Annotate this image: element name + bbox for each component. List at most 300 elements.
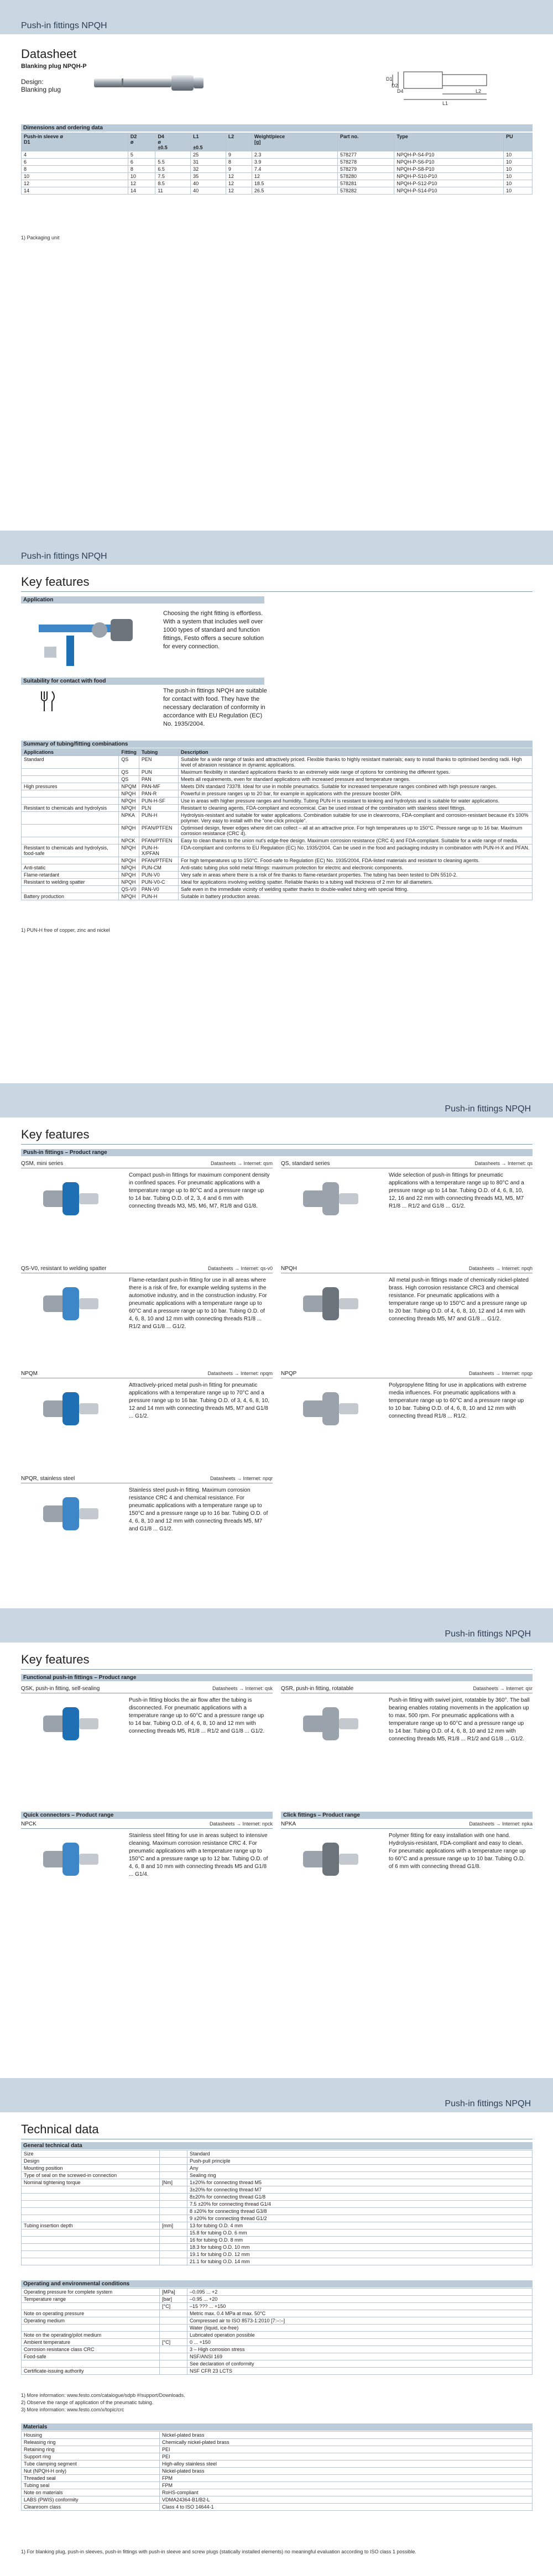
dim-col-header: L2	[226, 133, 252, 151]
table-cell: Optimised design, fewer edges where dirt can collect – all at an attractive price. For high temperatures up to 150°C. Pressure range up to 16 bar. Maximum corrosion resistance (CRC 4).	[179, 825, 533, 837]
table-row	[22, 2360, 533, 2368]
table-cell: PUN-CM	[139, 864, 178, 872]
table-row	[22, 756, 533, 769]
table-cell: Sealing ring	[187, 2172, 533, 2179]
table-row	[22, 2325, 533, 2332]
table-cell	[160, 2165, 187, 2172]
dim-label-d2: D2	[392, 83, 398, 88]
table-cell: PUN-H-SF	[139, 798, 178, 805]
table-cell: NPKA	[119, 812, 139, 825]
table-cell: NPQH	[119, 872, 139, 879]
table-row	[22, 2439, 533, 2446]
table-row	[22, 159, 533, 166]
table-cell: 8±20% for connecting thread G1/8	[187, 2194, 533, 2201]
dim-col-header: D4 ø ±0.5	[155, 133, 191, 151]
food-text: The push-in fittings NPQH are suitable for contact with food. They have the necessary declaration of conformity in accordance with EU Regulation (EC) No. 1935/2004.	[163, 688, 267, 727]
table-cell	[22, 2303, 160, 2310]
table-cell	[22, 886, 119, 893]
table-row	[22, 2158, 533, 2165]
table-cell	[160, 2317, 187, 2325]
table-cell: 11	[155, 187, 191, 195]
table-cell	[160, 2353, 187, 2360]
table-cell: NPQH	[119, 805, 139, 812]
table-row	[22, 2317, 533, 2325]
table-cell: 12	[226, 180, 252, 187]
product-datasheet-link[interactable]: Datasheets → Internet: qsm	[210, 1161, 273, 1166]
table-row	[22, 151, 533, 159]
quick-connectors-caption: Quick connectors – Product range	[21, 1812, 273, 1819]
header-title: Push-in fittings NPQH	[445, 1104, 531, 1114]
functional-range-caption: Functional push-in fittings – Product range	[21, 1674, 533, 1681]
table-cell	[22, 2237, 160, 2244]
dim-label-l2: L2	[476, 88, 482, 94]
table-cell: Cleanroom class	[22, 2504, 160, 2511]
operating-footnote: 1) More information: www.festo.com/catalogue/sdpb #/support/Downloads.	[21, 2393, 185, 2398]
table-cell: [Nm]	[160, 2179, 187, 2186]
table-cell: 10	[128, 173, 155, 180]
table-row	[22, 857, 533, 864]
table-cell: 578280	[337, 173, 394, 180]
table-cell: 10	[504, 187, 533, 195]
product-description: Polypropylene fitting for use in applications with extreme media influences. For pneumatic applications with a temperature range up to 60°C and a pressure range up to 10 bar. Tubing O.D. of 4, 6, 8, 10 and 12 mm with connecting thread R1/8 ... R1/2.	[389, 1382, 527, 1419]
table-cell: Operating pressure for complete system	[22, 2289, 160, 2296]
table-row	[22, 893, 533, 900]
table-row	[22, 805, 533, 812]
table-row	[22, 872, 533, 879]
table-row	[22, 825, 533, 837]
dim-col-header: Push-in sleeve ø D1	[22, 133, 128, 151]
table-cell: –0.95 ... +20	[187, 2296, 533, 2303]
table-cell: 8	[22, 166, 128, 173]
table-row	[22, 2186, 533, 2194]
table-cell	[22, 769, 119, 776]
table-cell: 8.5	[155, 180, 191, 187]
table-cell: PUN-V0	[139, 872, 178, 879]
table-cell: Compressed air to ISO 8573-1:2010 [7:–:–]	[187, 2317, 533, 2325]
table-cell: NPQH-P-S14-P10	[394, 187, 504, 195]
table-cell: FPM	[160, 2482, 533, 2489]
table-cell: Anti-static tubing plus solid metal fittings: maximum protection for electric and electronic components.	[179, 864, 533, 872]
page-title: Datasheet	[21, 47, 77, 61]
table-cell: PEN	[139, 756, 178, 769]
dim-label-d1: D1	[386, 76, 393, 82]
table-cell: 8 ±20% for connecting thread G3/8	[187, 2208, 533, 2215]
table-row	[22, 2237, 533, 2244]
product-datasheet-link[interactable]: Datasheets → Internet: npqm	[207, 1371, 273, 1376]
table-cell: PUN	[139, 769, 178, 776]
table-cell: Food-safe	[22, 2353, 160, 2360]
table-cell: 6	[22, 159, 128, 166]
table-cell: For high temperatures up to 150°C. Food-safe to Regulation (EC) No. 1935/2004, FDA-listed materials and resistant to cleaning agents.	[179, 857, 533, 864]
table-cell: Ambient temperature	[22, 2339, 160, 2346]
table-row	[22, 2251, 533, 2258]
table-cell: 21.1 for tubing O.D. 14 mm	[187, 2258, 533, 2265]
table-cell: 5.5	[155, 159, 191, 166]
table-cell	[22, 2251, 160, 2258]
table-cell: Class 4 to ISO 14644-1	[160, 2504, 533, 2511]
summary-col-header: Fitting	[119, 749, 139, 756]
table-row	[22, 2229, 533, 2237]
operating-footnote: 2) Observe the range of application of the pneumatic tubing.	[21, 2400, 154, 2405]
product-name: NPQH	[281, 1266, 297, 1272]
table-cell: Standard	[187, 2150, 533, 2158]
table-cell	[22, 2244, 160, 2251]
table-cell: NPQH	[119, 790, 139, 798]
table-cell: Resistant to welding spatter	[22, 879, 119, 886]
table-row	[22, 2215, 533, 2222]
table-cell	[22, 2201, 160, 2208]
table-row	[22, 2150, 533, 2158]
table-cell: 3±20% for connecting thread M7	[187, 2186, 533, 2194]
table-cell: PEI	[160, 2446, 533, 2453]
table-cell	[160, 2186, 187, 2194]
table-cell: NPQH	[119, 879, 139, 886]
table-cell	[160, 2208, 187, 2215]
materials-table	[21, 2431, 533, 2511]
table-cell	[160, 2201, 187, 2208]
table-cell: Meets all requirements, even for standard applications with increased pressure and temperature ranges.	[179, 776, 533, 783]
table-cell: Retaining ring	[22, 2446, 160, 2453]
table-cell: 578277	[337, 151, 394, 159]
table-cell: 2.3	[252, 151, 337, 159]
table-cell	[22, 2215, 160, 2222]
connector-product-description: Stainless steel fitting for use in areas subject to intensive cleaning. Maximum corrosion resistance CRC 4. For pneumatic applications with a temperature range up to 150°C and a pressure range up to 12 bar. Tubing O.D. of 4, 6, 8 and 10 mm with connecting threads M5 and G1/8 ... G1/4.	[129, 1833, 268, 1877]
table-cell: Type of seal on the screwed-in connection	[22, 2172, 160, 2179]
functional-product-datasheet-link[interactable]: Datasheets → Internet: qsk	[212, 1686, 273, 1691]
table-cell: PUN-H	[139, 893, 178, 900]
table-cell: FDA-compliant and conforms to EU Regulation (EC) No. 1935/2004. Can be used in the food and packaging industry in combination with PUN-H-X and PFAN.	[179, 844, 533, 857]
dim-col-header: Weight/piece [g]	[252, 133, 337, 151]
table-cell: NPQM	[119, 783, 139, 790]
product-description: Compact push-in fittings for maximum component density in confined spaces. For pneumatic applications with a temperature range up to 80°C and a pressure range up to 14 bar. Tubing O.D. of 2, 3, 4 and 6 mm with connecting threads M3, M5, M6, M7, R1/8 and G1/8.	[129, 1172, 270, 1209]
dim-col-header: Part no.	[337, 133, 394, 151]
table-cell: 5	[128, 151, 155, 159]
table-cell: 4	[22, 151, 128, 159]
header-title: Push-in fittings NPQH	[21, 552, 107, 561]
table-cell	[160, 2158, 187, 2165]
page-technical-data	[0, 2078, 553, 2576]
operating-footnote: 3) More information: www.festo.com/x/topic/crc	[21, 2407, 124, 2412]
dim-col-header: L1 ±0.5	[191, 133, 226, 151]
table-row	[22, 2289, 533, 2296]
connector-product-description: Polymer fitting for easy installation with one hand. Hydrolysis-resistant, FDA-compliant and easy to clean. For pneumatic applications with a temperature range up to 60°C and a pressure range up to 10 bar. Tubing O.D. of 6 mm with connecting thread G1/8.	[389, 1833, 526, 1870]
page-header	[0, 0, 553, 34]
header-title: Push-in fittings NPQH	[21, 21, 107, 30]
table-cell: Any	[187, 2165, 533, 2172]
table-row	[22, 180, 533, 187]
table-cell: 9	[226, 151, 252, 159]
table-cell: PAN-R	[139, 790, 178, 798]
table-cell: NPQH	[119, 825, 139, 837]
operating-caption: Operating and environmental conditions	[21, 2280, 533, 2288]
table-cell: Nickel-plated brass	[160, 2468, 533, 2475]
table-cell: 26.5	[252, 187, 337, 195]
table-cell: Flame-retardant	[22, 872, 119, 879]
table-row	[22, 2296, 533, 2303]
table-cell: NPQH-P-S12-P10	[394, 180, 504, 187]
product-datasheet-link[interactable]: Datasheets → Internet: npqp	[468, 1371, 533, 1376]
table-cell: 31	[191, 159, 226, 166]
table-row	[22, 2482, 533, 2489]
table-cell: QS-V0	[119, 886, 139, 893]
page-title: Key features	[21, 1652, 90, 1666]
table-cell: Note on operating pressure	[22, 2310, 160, 2317]
table-cell: RoHS-compliant	[160, 2489, 533, 2496]
functional-product-description: Push-in fitting with swivel joint, rotatable by 360°. The ball bearing enables rotating movements in the application up to max. 500 rpm. For pneumatic applications with a temperature range up to 60°C and a pressure range up to 14 bar. Tubing O.D. of 4, 6, 8, 10 and 12 mm with connecting threads M5, R1/8 ... R1/2 and G1/8 ... G1/2.	[389, 1697, 530, 1742]
table-cell: Nut (NPQH-H only)	[22, 2468, 160, 2475]
operating-table	[21, 2288, 533, 2375]
table-cell	[22, 2208, 160, 2215]
table-cell: 578279	[337, 166, 394, 173]
product-datasheet-link[interactable]: Datasheets → Internet: npqr	[210, 1476, 273, 1481]
title-divider	[21, 1669, 533, 1670]
table-cell	[22, 2258, 160, 2265]
dimension-drawing	[382, 55, 520, 113]
table-cell: 16 for tubing O.D. 8 mm	[187, 2237, 533, 2244]
table-cell	[22, 2194, 160, 2201]
page-datasheet	[0, 0, 553, 531]
table-cell: 12	[252, 173, 337, 180]
product-datasheet-link[interactable]: Datasheets → Internet: qs-v0	[207, 1266, 273, 1271]
table-cell: NPQH	[119, 857, 139, 864]
table-row	[22, 2332, 533, 2339]
table-cell: NPQH-P-S6-P10	[394, 159, 504, 166]
table-cell	[22, 798, 119, 805]
table-cell: PAN	[139, 776, 178, 783]
page-key-features-1	[0, 531, 553, 1083]
table-cell	[160, 2215, 187, 2222]
table-row	[22, 886, 533, 893]
table-cell: QS	[119, 769, 139, 776]
table-cell: 13 for tubing O.D. 4 mm	[187, 2222, 533, 2229]
table-cell: Tubing insertion depth	[22, 2222, 160, 2229]
product-image	[292, 1279, 364, 1331]
table-cell: PFAN/PTFEN	[139, 837, 178, 844]
connector-product-image	[292, 1834, 364, 1887]
table-row	[22, 2172, 533, 2179]
table-cell: 25	[191, 151, 226, 159]
table-row	[22, 2201, 533, 2208]
functional-product-name: QSK, push-in fitting, self-sealing	[21, 1686, 100, 1692]
table-row	[22, 2310, 533, 2317]
table-cell: See declaration of conformity	[187, 2360, 533, 2368]
page-title: Technical data	[21, 2122, 99, 2136]
header-title: Push-in fittings NPQH	[445, 1629, 531, 1639]
application-image	[33, 608, 144, 671]
product-datasheet-link[interactable]: Datasheets → Internet: npqh	[468, 1266, 533, 1271]
table-cell: 14	[22, 187, 128, 195]
product-description: Attractively-priced metal push-in fitting for pneumatic applications with a temperature range up to 70°C and a pressure range up to 16 bar. Tubing O.D. of 3, 4, 6, 8, 10, 12 and 14 mm with connecting threads M5, M7 and G1/8 ... G1/2.	[129, 1382, 270, 1419]
table-cell	[160, 2332, 187, 2339]
table-row	[22, 2303, 533, 2310]
table-cell: Resistant to cleaning agents, FDA-compliant and economical. Can be used instead of the combination with stainless steel fittings.	[179, 805, 533, 812]
table-cell: Tubing seal	[22, 2482, 160, 2489]
table-cell: Water (liquid, ice-free)	[187, 2325, 533, 2332]
table-row	[22, 2258, 533, 2265]
table-cell: 6	[128, 159, 155, 166]
table-cell: Lubricated operation possible	[187, 2332, 533, 2339]
table-cell	[22, 2229, 160, 2237]
table-cell: Releasing ring	[22, 2439, 160, 2446]
product-name: QS, standard series	[281, 1161, 330, 1167]
table-cell: NPQH	[119, 844, 139, 857]
table-cell: 10	[504, 159, 533, 166]
page-header	[0, 1083, 553, 1118]
table-cell	[160, 2368, 187, 2375]
table-cell: Metric max. 0.4 MPa at max. 50°C	[187, 2310, 533, 2317]
table-cell: Suitable in battery production areas.	[179, 893, 533, 900]
summary-col-header: Tubing	[139, 749, 178, 756]
table-cell	[155, 151, 191, 159]
product-image	[32, 1279, 104, 1331]
table-cell: NPQH-P-S10-P10	[394, 173, 504, 180]
table-cell: [°C]	[160, 2303, 187, 2310]
product-name: NPQR, stainless steel	[21, 1476, 75, 1482]
table-cell: 35	[191, 173, 226, 180]
table-cell: 578282	[337, 187, 394, 195]
operating-notes	[21, 2392, 185, 2414]
summary-col-header: Description	[179, 749, 533, 756]
table-cell: –15 ??? ... +150	[187, 2303, 533, 2310]
table-cell: Tube clamping segment	[22, 2460, 160, 2468]
summary-footnote: 1) PUN-H free of copper, zinc and nickel	[21, 927, 110, 933]
table-row	[22, 166, 533, 173]
table-row	[22, 2353, 533, 2360]
table-cell: PUN-H-X/PFAN	[139, 844, 178, 857]
table-cell: Use in areas with higher pressure ranges and humidity. Tubing PUN-H is resistant to kinking and hydrolysis and is suitable for water applications.	[179, 798, 533, 805]
product-description: Stainless steel push-in fitting. Maximum corrosion resistance CRC 4 and chemical resistance. For pneumatic applications with a temperature range up to 150°C and a pressure range up to 16 bar. Tubing O.D. of 4, 6, 8, 10 and 12 mm with connecting threads M5, M7 and G1/8 ... G1/2.	[129, 1487, 268, 1532]
table-row	[22, 790, 533, 798]
application-text: Choosing the right fitting is effortless. With a system that includes well over 1000 types of standard and function fittings, Festo offers a secure solution for every connection.	[163, 610, 264, 650]
table-cell: 10	[22, 173, 128, 180]
table-cell: Push-pull principle	[187, 2158, 533, 2165]
summary-table	[21, 748, 533, 900]
page-key-features-3	[0, 1608, 553, 2078]
table-cell: Housing	[22, 2432, 160, 2439]
general-data-table	[21, 2150, 533, 2265]
table-cell	[22, 790, 119, 798]
table-cell: Mounting position	[22, 2165, 160, 2172]
table-cell	[22, 2360, 160, 2368]
table-cell: 7.5 ±20% for connecting thread G1/4	[187, 2201, 533, 2208]
table-cell	[160, 2194, 187, 2201]
general-data-caption: General technical data	[21, 2142, 533, 2149]
table-cell: 40	[191, 180, 226, 187]
functional-product-image	[292, 1699, 364, 1751]
table-cell: NPCK	[119, 837, 139, 844]
design-label: Design:	[21, 78, 44, 86]
card-divider	[21, 1828, 273, 1829]
table-cell: 8	[128, 166, 155, 173]
table-row	[22, 769, 533, 776]
materials-caption: Materials	[21, 2423, 533, 2431]
table-cell	[160, 2325, 187, 2332]
table-cell: [°C]	[160, 2339, 187, 2346]
table-row	[22, 2468, 533, 2475]
product-description: All metal push-in fittings made of chemically nickel-plated brass. High corrosion resistance CRC3 and chemical resistance. For pneumatic applications with a temperature range up to 150°C and a pressure range up to 20 bar. Tubing O.D. of 4, 6, 8, 10, 12 and 14 mm with connecting threads M5, M7 and G1/8 ... G1/2.	[389, 1277, 529, 1322]
product-name: Blanking plug NPQH-P	[21, 63, 87, 70]
table-cell: 12	[22, 180, 128, 187]
summary-col-header: Applications	[22, 749, 119, 756]
table-cell: Hydrolysis-resistant and suitable for water applications. Combination suitable for use in cleanrooms, FDA-compliant and corrosion-resistant because it's 100% polymer. Very easy to install with the "one-click principle".	[179, 812, 533, 825]
table-cell: Design	[22, 2158, 160, 2165]
table-cell: 10	[504, 166, 533, 173]
table-cell: Anti-static	[22, 864, 119, 872]
table-cell	[22, 776, 119, 783]
page-title: Key features	[21, 575, 90, 589]
summary-caption: Summary of tubing/fitting combinations	[21, 741, 533, 748]
functional-product-datasheet-link[interactable]: Datasheets → Internet: qsr	[473, 1686, 533, 1691]
functional-product-image	[32, 1699, 104, 1751]
connector-product-datasheet-link[interactable]: Datasheets → Internet: npka	[469, 1821, 533, 1827]
product-datasheet-link[interactable]: Datasheets → Internet: qs	[474, 1161, 533, 1166]
product-image	[32, 1174, 104, 1226]
dimensions-table	[21, 133, 533, 195]
table-cell	[160, 2346, 187, 2353]
product-name: NPQP	[281, 1371, 297, 1377]
dim-col-header: D2 ø	[128, 133, 155, 151]
functional-product-name: QSR, push-in fitting, rotatable	[281, 1686, 354, 1692]
table-cell: Resistant to chemicals and hydrolysis, food-safe	[22, 844, 119, 857]
table-cell: NPQH-P-S4-P10	[394, 151, 504, 159]
page-header	[0, 1608, 553, 1643]
table-row	[22, 2165, 533, 2172]
table-cell	[22, 837, 119, 844]
table-row	[22, 812, 533, 825]
range-caption: Push-in fittings – Product range	[21, 1149, 533, 1156]
table-cell: 40	[191, 187, 226, 195]
table-cell	[160, 2244, 187, 2251]
table-cell: Note on materials	[22, 2489, 160, 2496]
dim-col-header: Type	[394, 133, 504, 151]
product-image	[292, 1174, 364, 1226]
table-cell: PEI	[160, 2453, 533, 2460]
table-cell: 18.3 for tubing O.D. 10 mm	[187, 2244, 533, 2251]
table-row	[22, 776, 533, 783]
food-safe-icon	[33, 687, 61, 717]
dim-label-l1: L1	[442, 101, 448, 106]
table-cell: Resistant to chemicals and hydrolysis	[22, 805, 119, 812]
table-cell	[22, 825, 119, 837]
table-row	[22, 2446, 533, 2453]
table-cell: Nickel-plated brass	[160, 2432, 533, 2439]
product-name: NPQM	[21, 1371, 38, 1377]
dim-footnote: 1) Packaging unit	[21, 235, 60, 240]
table-row	[22, 2339, 533, 2346]
table-cell: Maximum flexibility in standard applications thanks to an extremely wide range of options for combining the different types.	[179, 769, 533, 776]
table-row	[22, 2496, 533, 2504]
table-cell: High-alloy stainless steel	[160, 2460, 533, 2468]
functional-product-description: Push-in fitting blocks the air flow after the tubing is disconnected. For pneumatic applications with a temperature range up to 60°C and a pressure range up to 14 bar. Tubing O.D. of 4, 6, 8, 10 and 12 mm with connecting threads M5, R1/8 ... R1/2 and G1/8 ... G1/2.	[129, 1697, 265, 1734]
table-cell: 32	[191, 166, 226, 173]
table-row	[22, 173, 533, 180]
table-cell	[160, 2229, 187, 2237]
table-row	[22, 844, 533, 857]
table-cell: 7.5	[155, 173, 191, 180]
table-cell: 18.5	[252, 180, 337, 187]
product-description: Wide selection of push-in fittings for pneumatic applications with a temperature range up to 80°C and a pressure range up to 14 bar. Tubing O.D. of 4, 6, 8, 10, 12, 16 and 22 mm with connecting threads M3, M5, M7 R1/8 ... R1/2 and G1/8 ... G1/2.	[389, 1172, 524, 1209]
table-cell: 12	[226, 173, 252, 180]
table-row	[22, 2222, 533, 2229]
connector-product-datasheet-link[interactable]: Datasheets → Internet: npck	[209, 1821, 273, 1827]
product-image	[292, 1384, 364, 1436]
table-cell: 9	[226, 166, 252, 173]
table-cell: 14	[128, 187, 155, 195]
table-row	[22, 2460, 533, 2468]
table-row	[22, 783, 533, 790]
product-description: Flame-retardant push-in fitting for use in all areas where there is a risk of fire, for example welding systems in the automotive industry, and in the construction industry. For pneumatic applications with a temperature range up to 60°C and a pressure range up to 10 bar. Tubing O.D. of 4, 6, 8, 10 and 12 mm with connecting threads R1/8 ... R1/2 and G1/8 ... G1/2.	[129, 1277, 267, 1330]
page-header	[0, 531, 553, 565]
